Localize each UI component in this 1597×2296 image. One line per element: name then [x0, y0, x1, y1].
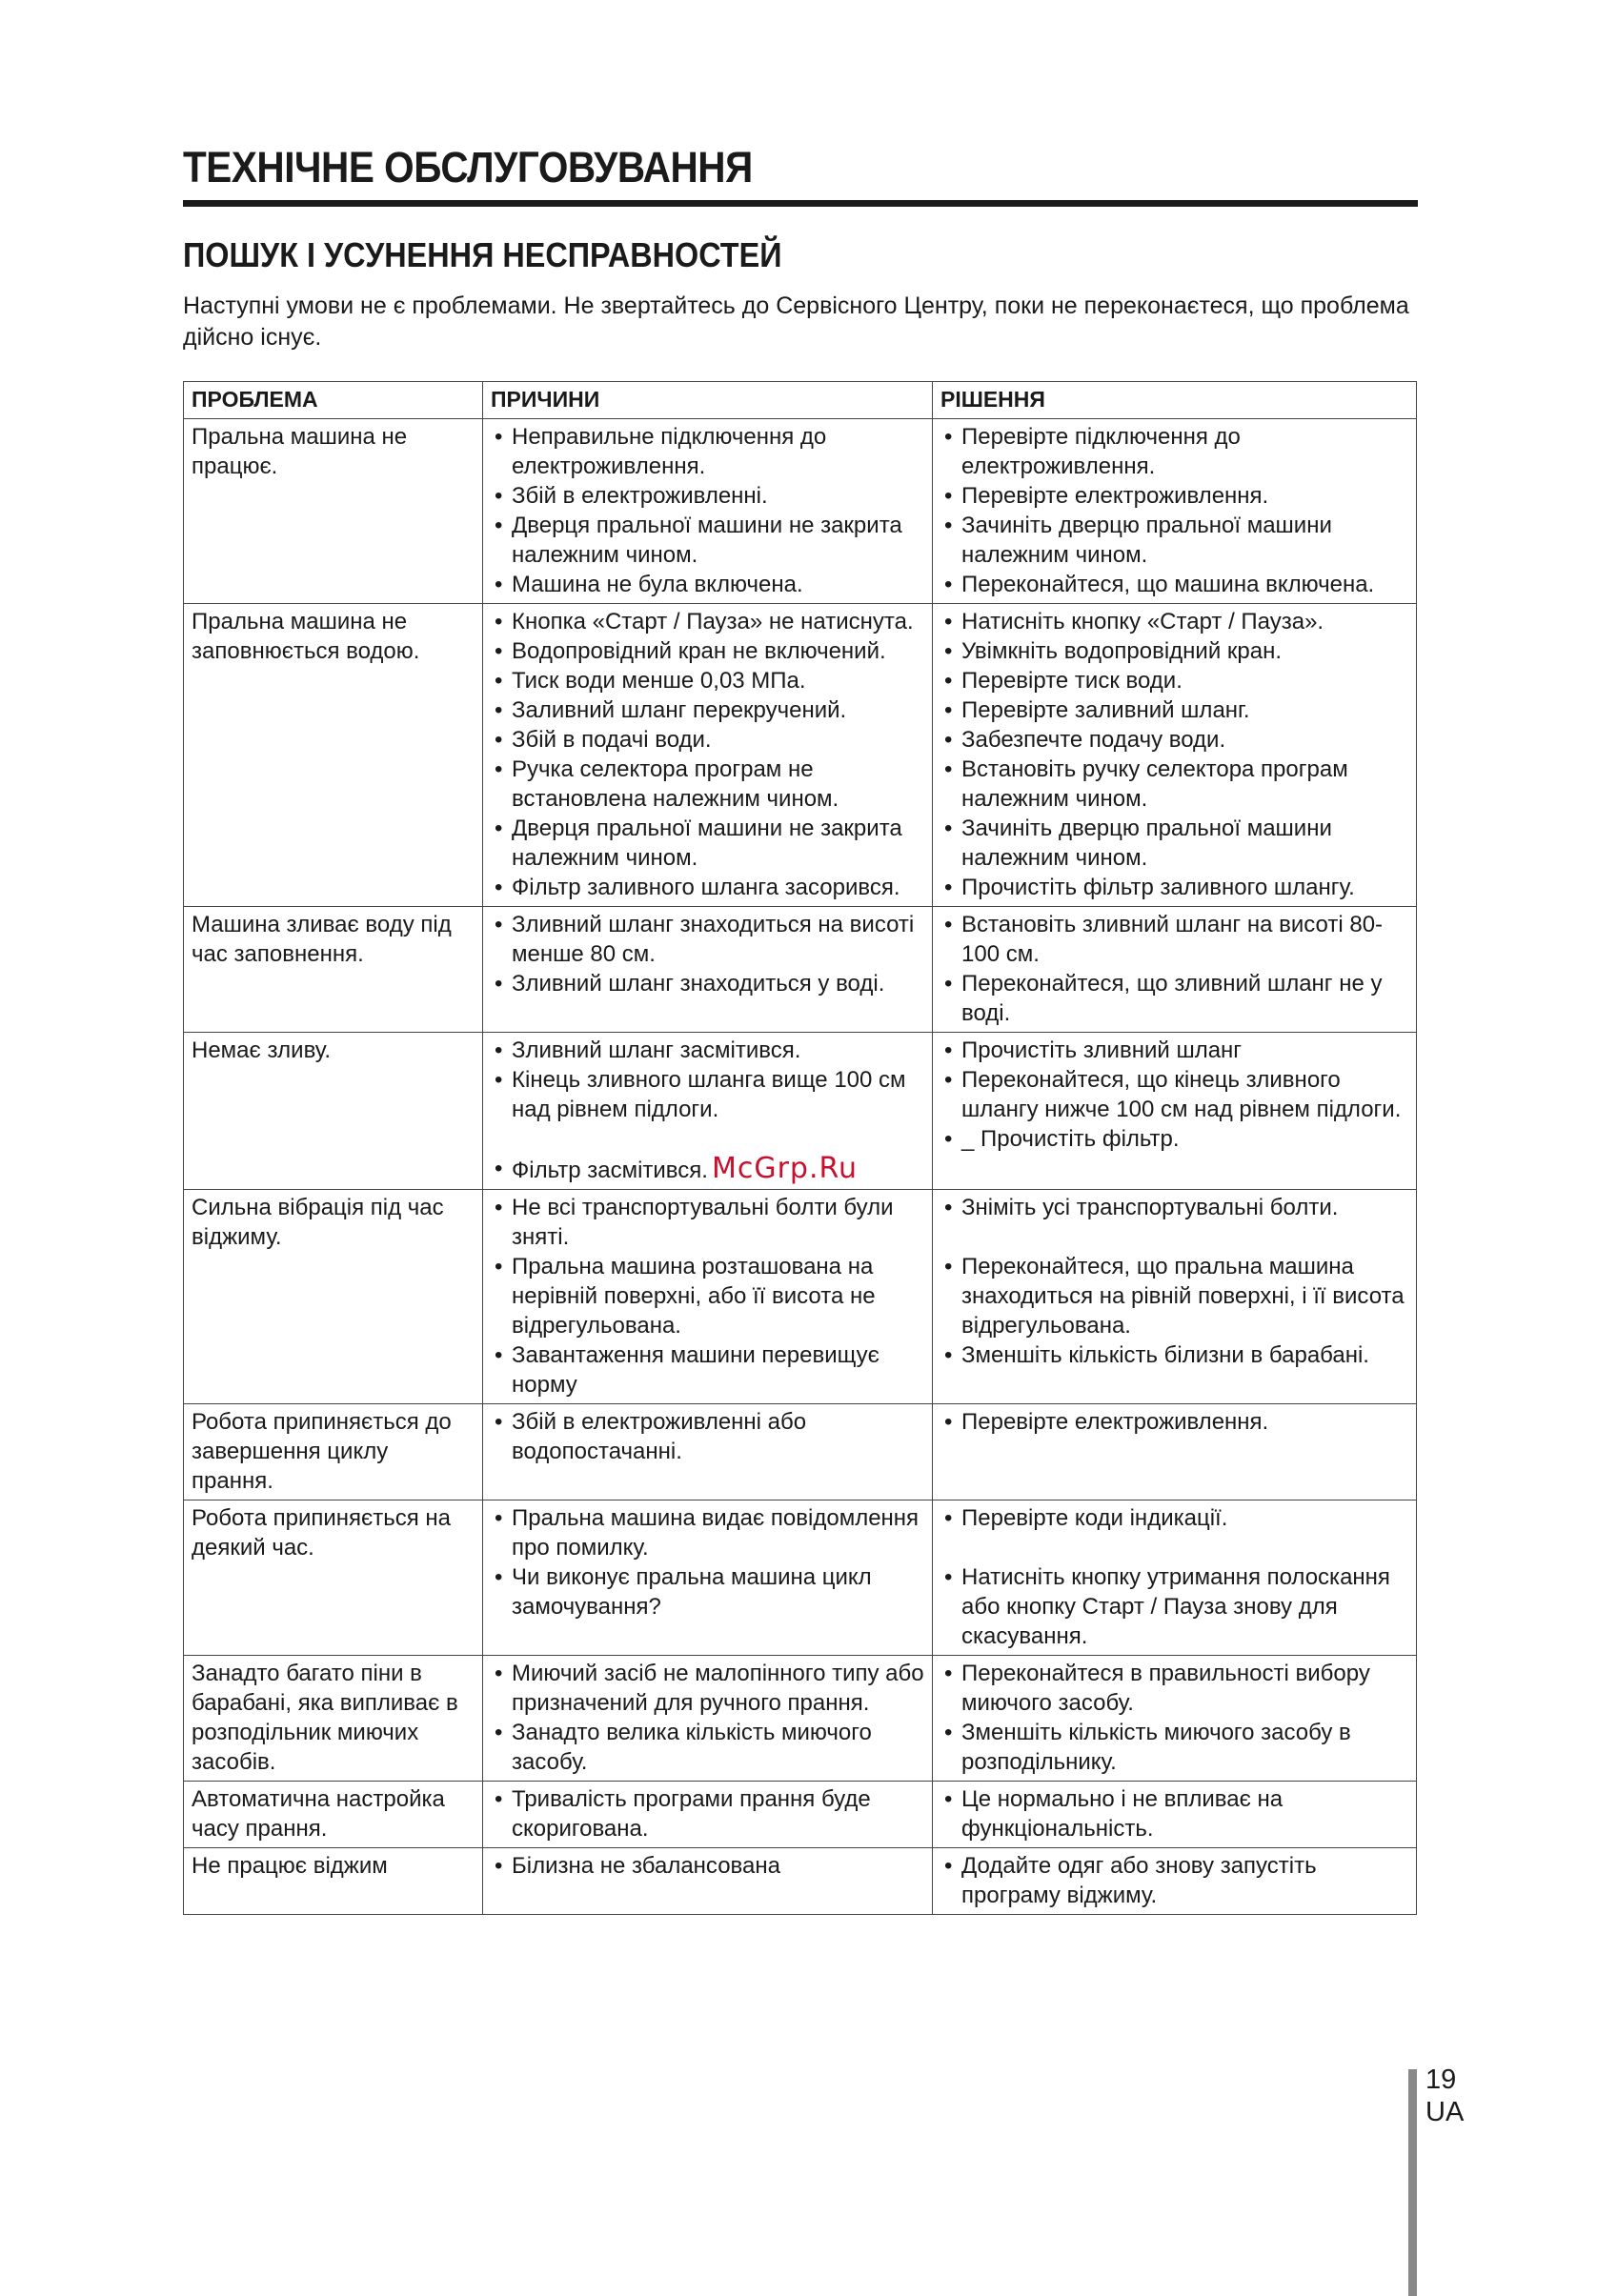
cause-item: • Дверця пральної машини не закрита належним чином. [491, 814, 924, 873]
cause-item: • Машина не була включена. [491, 570, 924, 599]
page-title: ТЕХНІЧНЕ ОБСЛУГОВУВАННЯ [183, 143, 753, 191]
section-title: ПОШУК І УСУНЕННЯ НЕСПРАВНОСТЕЙ [183, 235, 782, 274]
solution-item: • Натисніть кнопку «Старт / Пауза». [940, 607, 1408, 636]
solutions-cell [933, 1190, 1417, 1404]
table-header-row [184, 382, 1417, 419]
cause-item: • Водопровідний кран не включений. [491, 636, 924, 666]
table-row [184, 1404, 1417, 1500]
language-code: UA [1425, 2097, 1465, 2127]
causes-cell [483, 1404, 933, 1500]
solution-item: • Натисніть кнопку утримання полоскання або кнопку Старт / Пауза знову для скасування. [940, 1562, 1408, 1651]
solutions-cell [933, 1782, 1417, 1848]
causes-cell [483, 1500, 933, 1656]
solution-item: • Увімкніть водопровідний кран. [940, 636, 1408, 666]
cause-item: • Миючий засіб не малопінного типу або призначений для ручного прання. [491, 1659, 924, 1718]
problem-cell: Пральна машина не заповнюється водою. [184, 604, 483, 907]
cause-item: • Не всі транспортувальні болти були зняті. [491, 1193, 924, 1252]
solution-item: • Перевірте електроживлення. [940, 481, 1408, 511]
problem-cell: Робота припиняється на деякий час. [184, 1500, 483, 1656]
solutions-cell [933, 907, 1417, 1033]
table-row [184, 1848, 1417, 1915]
table-row [184, 1500, 1417, 1656]
causes-cell [483, 1782, 933, 1848]
problem-cell: Автоматична настройка часу прання. [184, 1782, 483, 1848]
cause-item: • Кінець зливного шланга вище 100 см над рівнем підлоги. [491, 1065, 924, 1124]
cause-text: Фільтр засмітився. [512, 1158, 708, 1183]
table-row [184, 604, 1417, 907]
cause-item: • Зливний шланг засмітився. [491, 1036, 924, 1065]
cause-item: • Білизна не збалансована [491, 1851, 924, 1881]
cause-item: • Ручка селектора програм не встановлена належним чином. [491, 755, 924, 814]
solution-item: • Зачиніть дверцю пральної машини належним чином. [940, 511, 1408, 570]
cause-item: • Тиск води менше 0,03 МПа. [491, 666, 924, 695]
troubleshooting-table [183, 381, 1417, 1915]
solution-item: • Перевірте тиск води. [940, 666, 1408, 695]
cause-item: • Збій в електроживленні. [491, 481, 924, 511]
causes-cell [483, 907, 933, 1033]
solution-item: • Перевірте заливний шланг. [940, 695, 1408, 725]
page-edge-bar [1408, 2069, 1417, 2296]
solutions-cell [933, 1848, 1417, 1915]
table-row [184, 907, 1417, 1033]
cause-item: • Завантаження машини перевищує норму [491, 1340, 924, 1400]
solution-item: • _ Прочистіть фільтр. [940, 1124, 1408, 1154]
header-solutions: РІШЕННЯ [933, 382, 1417, 419]
table-row [184, 419, 1417, 604]
solution-item: • Встановіть зливний шланг на висоті 80-100 см. [940, 910, 1408, 969]
cause-item: • Пральна машина видає повідомлення про помилку. [491, 1503, 924, 1562]
table-row [184, 1782, 1417, 1848]
solution-item: • Переконайтеся, що пральна машина знаходиться на рівній поверхні, і її висота відрегульована. [940, 1252, 1408, 1340]
problem-cell: Машина зливає воду під час заповнення. [184, 907, 483, 1033]
problem-cell: Робота припиняється до завершення циклу прання. [184, 1404, 483, 1500]
solution-item: • Додайте одяг або знову запустіть програму віджиму. [940, 1851, 1408, 1910]
intro-text: Наступні умови не є проблемами. Не звертайтесь до Сервісного Центру, поки не переконаєтеся, що проблема дійсно існує. [183, 292, 1409, 351]
solutions-cell [933, 604, 1417, 907]
solution-item: • Зачиніть дверцю пральної машини належним чином. [940, 814, 1408, 873]
solution-item: • Прочистіть фільтр заливного шлангу. [940, 873, 1408, 902]
watermark: McGrp.Ru [711, 1152, 859, 1185]
solution-item: • Зменшіть кількість миючого засобу в розподільнику. [940, 1718, 1408, 1777]
solution-item: • Перевірте коди індикації. [940, 1503, 1408, 1533]
problem-cell: Сильна вібрація під час віджиму. [184, 1190, 483, 1404]
table-row [184, 1190, 1417, 1404]
problem-cell: Пральна машина не працює. [184, 419, 483, 604]
solution-item: • Переконайтеся, що кінець зливного шлангу нижче 100 см над рівнем підлоги. [940, 1065, 1408, 1124]
solution-item: • Переконайтеся, що машина включена. [940, 570, 1408, 599]
solution-item: • Переконайтеся в правильності вибору миючого засобу. [940, 1659, 1408, 1718]
solution-item: • Прочистіть зливний шланг [940, 1036, 1408, 1065]
cause-item: • Фільтр заливного шланга засорився. [491, 873, 924, 902]
cause-item: • Неправильне підключення до електроживлення. [491, 422, 924, 481]
solution-item: • Перевірте підключення до електроживлення. [940, 422, 1408, 481]
cause-item [491, 1154, 924, 1185]
cause-item: • Збій в електроживленні або водопостачанні. [491, 1407, 924, 1466]
solution-item: • Забезпечте подачу води. [940, 725, 1408, 755]
page-number-block [1425, 2064, 1464, 2128]
problem-cell: Занадто багато піни в барабані, яка випливає в розподільник миючих засобів. [184, 1656, 483, 1782]
cause-item: • Чи виконує пральна машина цикл замочування? [491, 1562, 924, 1621]
solution-item: • Перевірте електроживлення. [940, 1407, 1408, 1437]
cause-item: • Тривалість програми прання буде скоригована. [491, 1784, 924, 1843]
page-number: 19 [1425, 2064, 1457, 2095]
solutions-cell [933, 1656, 1417, 1782]
header-causes: ПРИЧИНИ [483, 382, 933, 419]
cause-item: • Пральна машина розташована на нерівній поверхні, або її висота не відрегульована. [491, 1252, 924, 1340]
cause-item: • Занадто велика кількість миючого засобу. [491, 1718, 924, 1777]
table-row [184, 1656, 1417, 1782]
causes-cell [483, 1033, 933, 1190]
solution-item: • Зменшіть кількість білизни в барабані. [940, 1340, 1408, 1370]
problem-cell: Немає зливу. [184, 1033, 483, 1190]
solution-item: • Встановіть ручку селектора програм належним чином. [940, 755, 1408, 814]
cause-item: • Заливний шланг перекручений. [491, 695, 924, 725]
solutions-cell [933, 1404, 1417, 1500]
cause-item: • Зливний шланг знаходиться на висоті менше 80 см. [491, 910, 924, 969]
table-row [184, 1033, 1417, 1190]
causes-cell [483, 1656, 933, 1782]
solutions-cell [933, 1500, 1417, 1656]
causes-cell [483, 1190, 933, 1404]
causes-cell [483, 1848, 933, 1915]
cause-item: • Зливний шланг знаходиться у воді. [491, 969, 924, 998]
header-problem: ПРОБЛЕМА [184, 382, 483, 419]
cause-item: • Збій в подачі води. [491, 725, 924, 755]
cause-item: • Дверця пральної машини не закрита належним чином. [491, 511, 924, 570]
title-rule [183, 200, 1418, 207]
causes-cell [483, 604, 933, 907]
problem-cell: Не працює віджим [184, 1848, 483, 1915]
solution-item: • Це нормально і не впливає на функціональність. [940, 1784, 1408, 1843]
solution-item: • Переконайтеся, що зливний шланг не у воді. [940, 969, 1408, 1028]
causes-cell [483, 419, 933, 604]
solutions-cell [933, 419, 1417, 604]
cause-item: • Кнопка «Старт / Пауза» не натиснута. [491, 607, 924, 636]
solutions-cell [933, 1033, 1417, 1190]
solution-item: • Зніміть усі транспортувальні болти. [940, 1193, 1408, 1222]
